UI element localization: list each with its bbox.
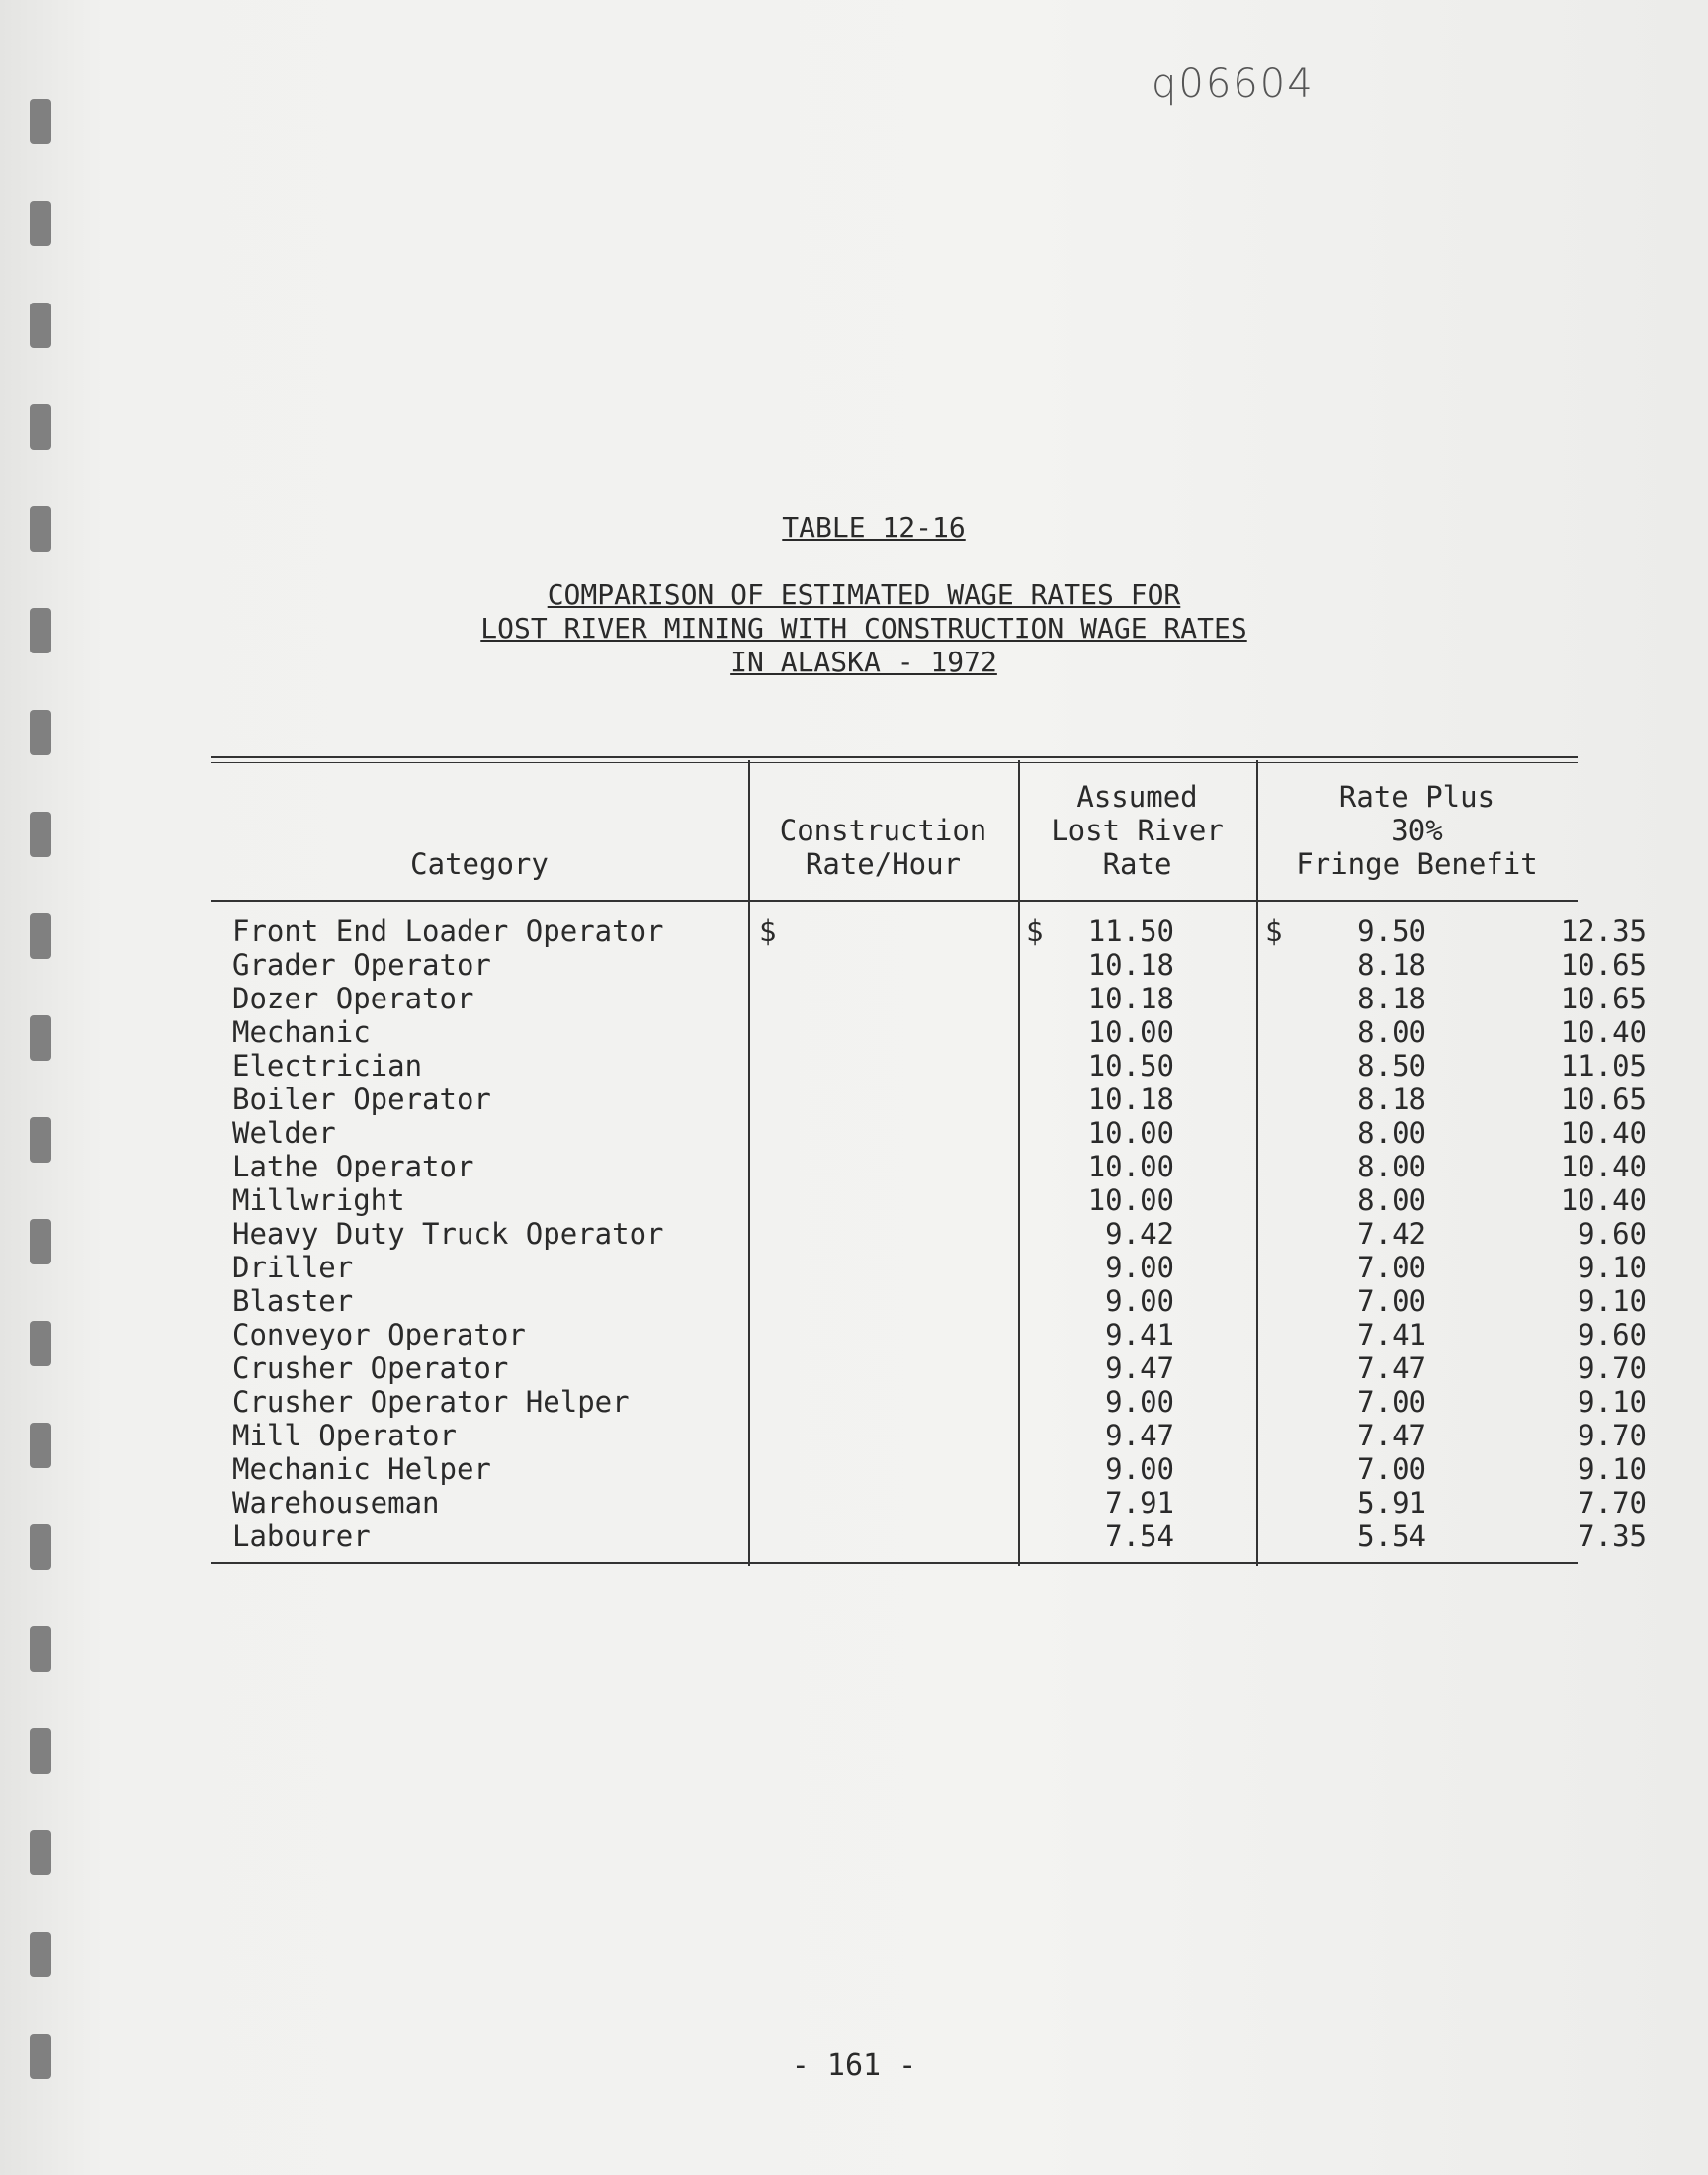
table-row	[211, 914, 1647, 948]
header-assumed-line-2: Lost River	[1051, 814, 1224, 847]
binding-hole	[30, 1830, 51, 1875]
table-row	[211, 1183, 1647, 1217]
title-line-1: COMPARISON OF ESTIMATED WAGE RATES FOR	[547, 578, 1181, 611]
row-construction-value: 7.54	[1105, 1520, 1174, 1553]
binding-hole	[30, 710, 51, 755]
table-title	[0, 578, 1708, 679]
row-rate-plus-value: 9.10	[1578, 1251, 1647, 1284]
table-row	[211, 1116, 1647, 1150]
row-assumed-value: 8.18	[1357, 1083, 1426, 1116]
table-bottom-rule	[211, 1562, 1578, 1564]
row-construction-value: 10.18	[1087, 982, 1174, 1015]
row-category: Mechanic Helper	[232, 1452, 491, 1486]
row-rate-plus-value: 9.10	[1578, 1452, 1647, 1486]
row-construction-value: 10.00	[1087, 1116, 1174, 1150]
row-category: Welder	[232, 1116, 336, 1150]
header-construction-line-1: Construction	[779, 814, 987, 847]
currency-symbol: $	[1026, 914, 1044, 948]
table-row	[211, 1318, 1647, 1351]
binding-hole	[30, 201, 51, 246]
row-construction-value: 10.00	[1087, 1150, 1174, 1183]
header-rate-plus-line-2: 30%	[1391, 814, 1443, 847]
row-rate-plus-value: 10.65	[1560, 982, 1647, 1015]
binding-hole	[30, 1117, 51, 1163]
row-rate-plus-value: 9.70	[1578, 1419, 1647, 1452]
row-assumed-value: 7.00	[1357, 1452, 1426, 1486]
row-rate-plus-value: 9.10	[1578, 1284, 1647, 1318]
table-row	[211, 1520, 1647, 1553]
row-construction-value: 10.00	[1087, 1183, 1174, 1217]
binding-hole	[30, 303, 51, 348]
currency-symbol: $	[759, 914, 777, 948]
table-row	[211, 948, 1647, 982]
row-rate-plus-value: 9.10	[1578, 1385, 1647, 1419]
row-construction-value: 9.47	[1105, 1351, 1174, 1385]
row-assumed-value: 7.47	[1357, 1351, 1426, 1385]
binding-hole	[30, 1626, 51, 1672]
row-category: Electrician	[232, 1049, 423, 1083]
binding-hole	[30, 404, 51, 450]
row-assumed-value: 5.54	[1357, 1520, 1426, 1553]
row-construction-value: 9.00	[1105, 1385, 1174, 1419]
header-rate-plus-line-3: Fringe Benefit	[1296, 847, 1538, 881]
currency-symbol: $	[1265, 914, 1283, 948]
row-assumed-value: 8.00	[1357, 1116, 1426, 1150]
table-row	[211, 1486, 1647, 1520]
row-assumed-value: 7.00	[1357, 1385, 1426, 1419]
row-category: Labourer	[232, 1520, 371, 1553]
binding-hole	[30, 1219, 51, 1264]
row-category: Boiler Operator	[232, 1083, 491, 1116]
row-assumed-value: 7.41	[1357, 1318, 1426, 1351]
row-construction-value: 10.18	[1087, 1083, 1174, 1116]
table-row	[211, 1385, 1647, 1419]
row-rate-plus-value: 10.40	[1560, 1150, 1647, 1183]
table-row	[211, 1049, 1647, 1083]
row-construction-value: 9.47	[1105, 1419, 1174, 1452]
binding-hole	[30, 812, 51, 857]
header-construction-line-2: Rate/Hour	[805, 847, 962, 881]
row-category: Mill Operator	[232, 1419, 457, 1452]
row-assumed-value: 8.18	[1357, 982, 1426, 1015]
row-rate-plus-value: 7.35	[1578, 1520, 1647, 1553]
row-rate-plus-value: 10.65	[1560, 1083, 1647, 1116]
row-construction-value: 10.00	[1087, 1015, 1174, 1049]
row-rate-plus-value: 9.70	[1578, 1351, 1647, 1385]
table-row	[211, 1015, 1647, 1049]
row-rate-plus-value: 10.65	[1560, 948, 1647, 982]
row-category: Lathe Operator	[232, 1150, 474, 1183]
row-rate-plus-value: 10.40	[1560, 1183, 1647, 1217]
row-category: Mechanic	[232, 1015, 371, 1049]
row-construction-value: 9.00	[1105, 1284, 1174, 1318]
row-assumed-value: 7.47	[1357, 1419, 1426, 1452]
header-rate-plus-line-1: Rate Plus	[1338, 780, 1495, 814]
table-top-rule	[211, 756, 1578, 763]
row-category: Crusher Operator	[232, 1351, 509, 1385]
row-assumed-value: 7.00	[1357, 1284, 1426, 1318]
table-body	[211, 914, 1647, 1553]
row-category: Warehouseman	[232, 1486, 440, 1520]
row-rate-plus-value: 7.70	[1578, 1486, 1647, 1520]
row-rate-plus-value: 10.40	[1560, 1116, 1647, 1150]
row-assumed-value: 7.00	[1357, 1251, 1426, 1284]
binding-holes	[20, 99, 79, 2155]
row-assumed-value: 5.91	[1357, 1486, 1426, 1520]
row-construction-value: 9.00	[1105, 1251, 1174, 1284]
row-rate-plus-value: 11.05	[1560, 1049, 1647, 1083]
row-assumed-value: 8.00	[1357, 1150, 1426, 1183]
header-category	[211, 847, 748, 881]
row-category: Heavy Duty Truck Operator	[232, 1217, 664, 1251]
table-row	[211, 1083, 1647, 1116]
table-header-rule	[211, 900, 1578, 902]
row-category: Grader Operator	[232, 948, 491, 982]
row-assumed-value: 8.00	[1357, 1015, 1426, 1049]
table-label: TABLE 12-16	[782, 511, 966, 544]
row-assumed-value: 7.42	[1357, 1217, 1426, 1251]
row-category: Conveyor Operator	[232, 1318, 526, 1351]
table-row	[211, 1150, 1647, 1183]
table-row	[211, 1284, 1647, 1318]
binding-hole	[30, 99, 51, 144]
row-construction-value: 10.50	[1087, 1049, 1174, 1083]
row-category: Crusher Operator Helper	[232, 1385, 630, 1419]
row-rate-plus-value: 9.60	[1578, 1217, 1647, 1251]
header-construction	[748, 814, 1018, 881]
row-rate-plus-value: 10.40	[1560, 1015, 1647, 1049]
row-assumed-value: 8.18	[1357, 948, 1426, 982]
header-assumed	[1018, 780, 1256, 881]
binding-hole	[30, 914, 51, 959]
row-category: Front End Loader Operator	[232, 914, 664, 948]
row-construction-value: 11.50	[1087, 914, 1174, 948]
header-rate-plus	[1256, 780, 1578, 881]
table-row	[211, 982, 1647, 1015]
title-line-2: LOST RIVER MINING WITH CONSTRUCTION WAGE RATES	[480, 612, 1247, 645]
row-construction-value: 9.42	[1105, 1217, 1174, 1251]
binding-hole	[30, 1423, 51, 1468]
row-rate-plus-value: 9.60	[1578, 1318, 1647, 1351]
row-category: Millwright	[232, 1183, 405, 1217]
row-assumed-value: 8.50	[1357, 1049, 1426, 1083]
binding-hole	[30, 1932, 51, 1977]
title-line-3: IN ALASKA - 1972	[730, 646, 997, 678]
page-number: - 161 -	[791, 2048, 917, 2083]
binding-hole	[30, 1015, 51, 1061]
row-category: Driller	[232, 1251, 354, 1284]
table-row	[211, 1217, 1647, 1251]
row-category: Blaster	[232, 1284, 354, 1318]
binding-hole	[30, 1321, 51, 1366]
header-assumed-line-1: Assumed	[1076, 780, 1198, 814]
row-assumed-value: 8.00	[1357, 1183, 1426, 1217]
row-construction-value: 9.41	[1105, 1318, 1174, 1351]
row-assumed-value: 9.50	[1357, 914, 1426, 948]
table-row	[211, 1452, 1647, 1486]
header-category-label: Category	[410, 847, 549, 881]
row-construction-value: 7.91	[1105, 1486, 1174, 1520]
table-row	[211, 1419, 1647, 1452]
row-construction-value: 10.18	[1087, 948, 1174, 982]
table-row	[211, 1251, 1647, 1284]
row-rate-plus-value: 12.35	[1560, 914, 1647, 948]
row-construction-value: 9.00	[1105, 1452, 1174, 1486]
binding-hole	[30, 1524, 51, 1570]
row-category: Dozer Operator	[232, 982, 474, 1015]
header-assumed-line-3: Rate	[1102, 847, 1172, 881]
binding-hole	[30, 1728, 51, 1774]
document-number: q06604	[1152, 61, 1315, 107]
table-row	[211, 1351, 1647, 1385]
